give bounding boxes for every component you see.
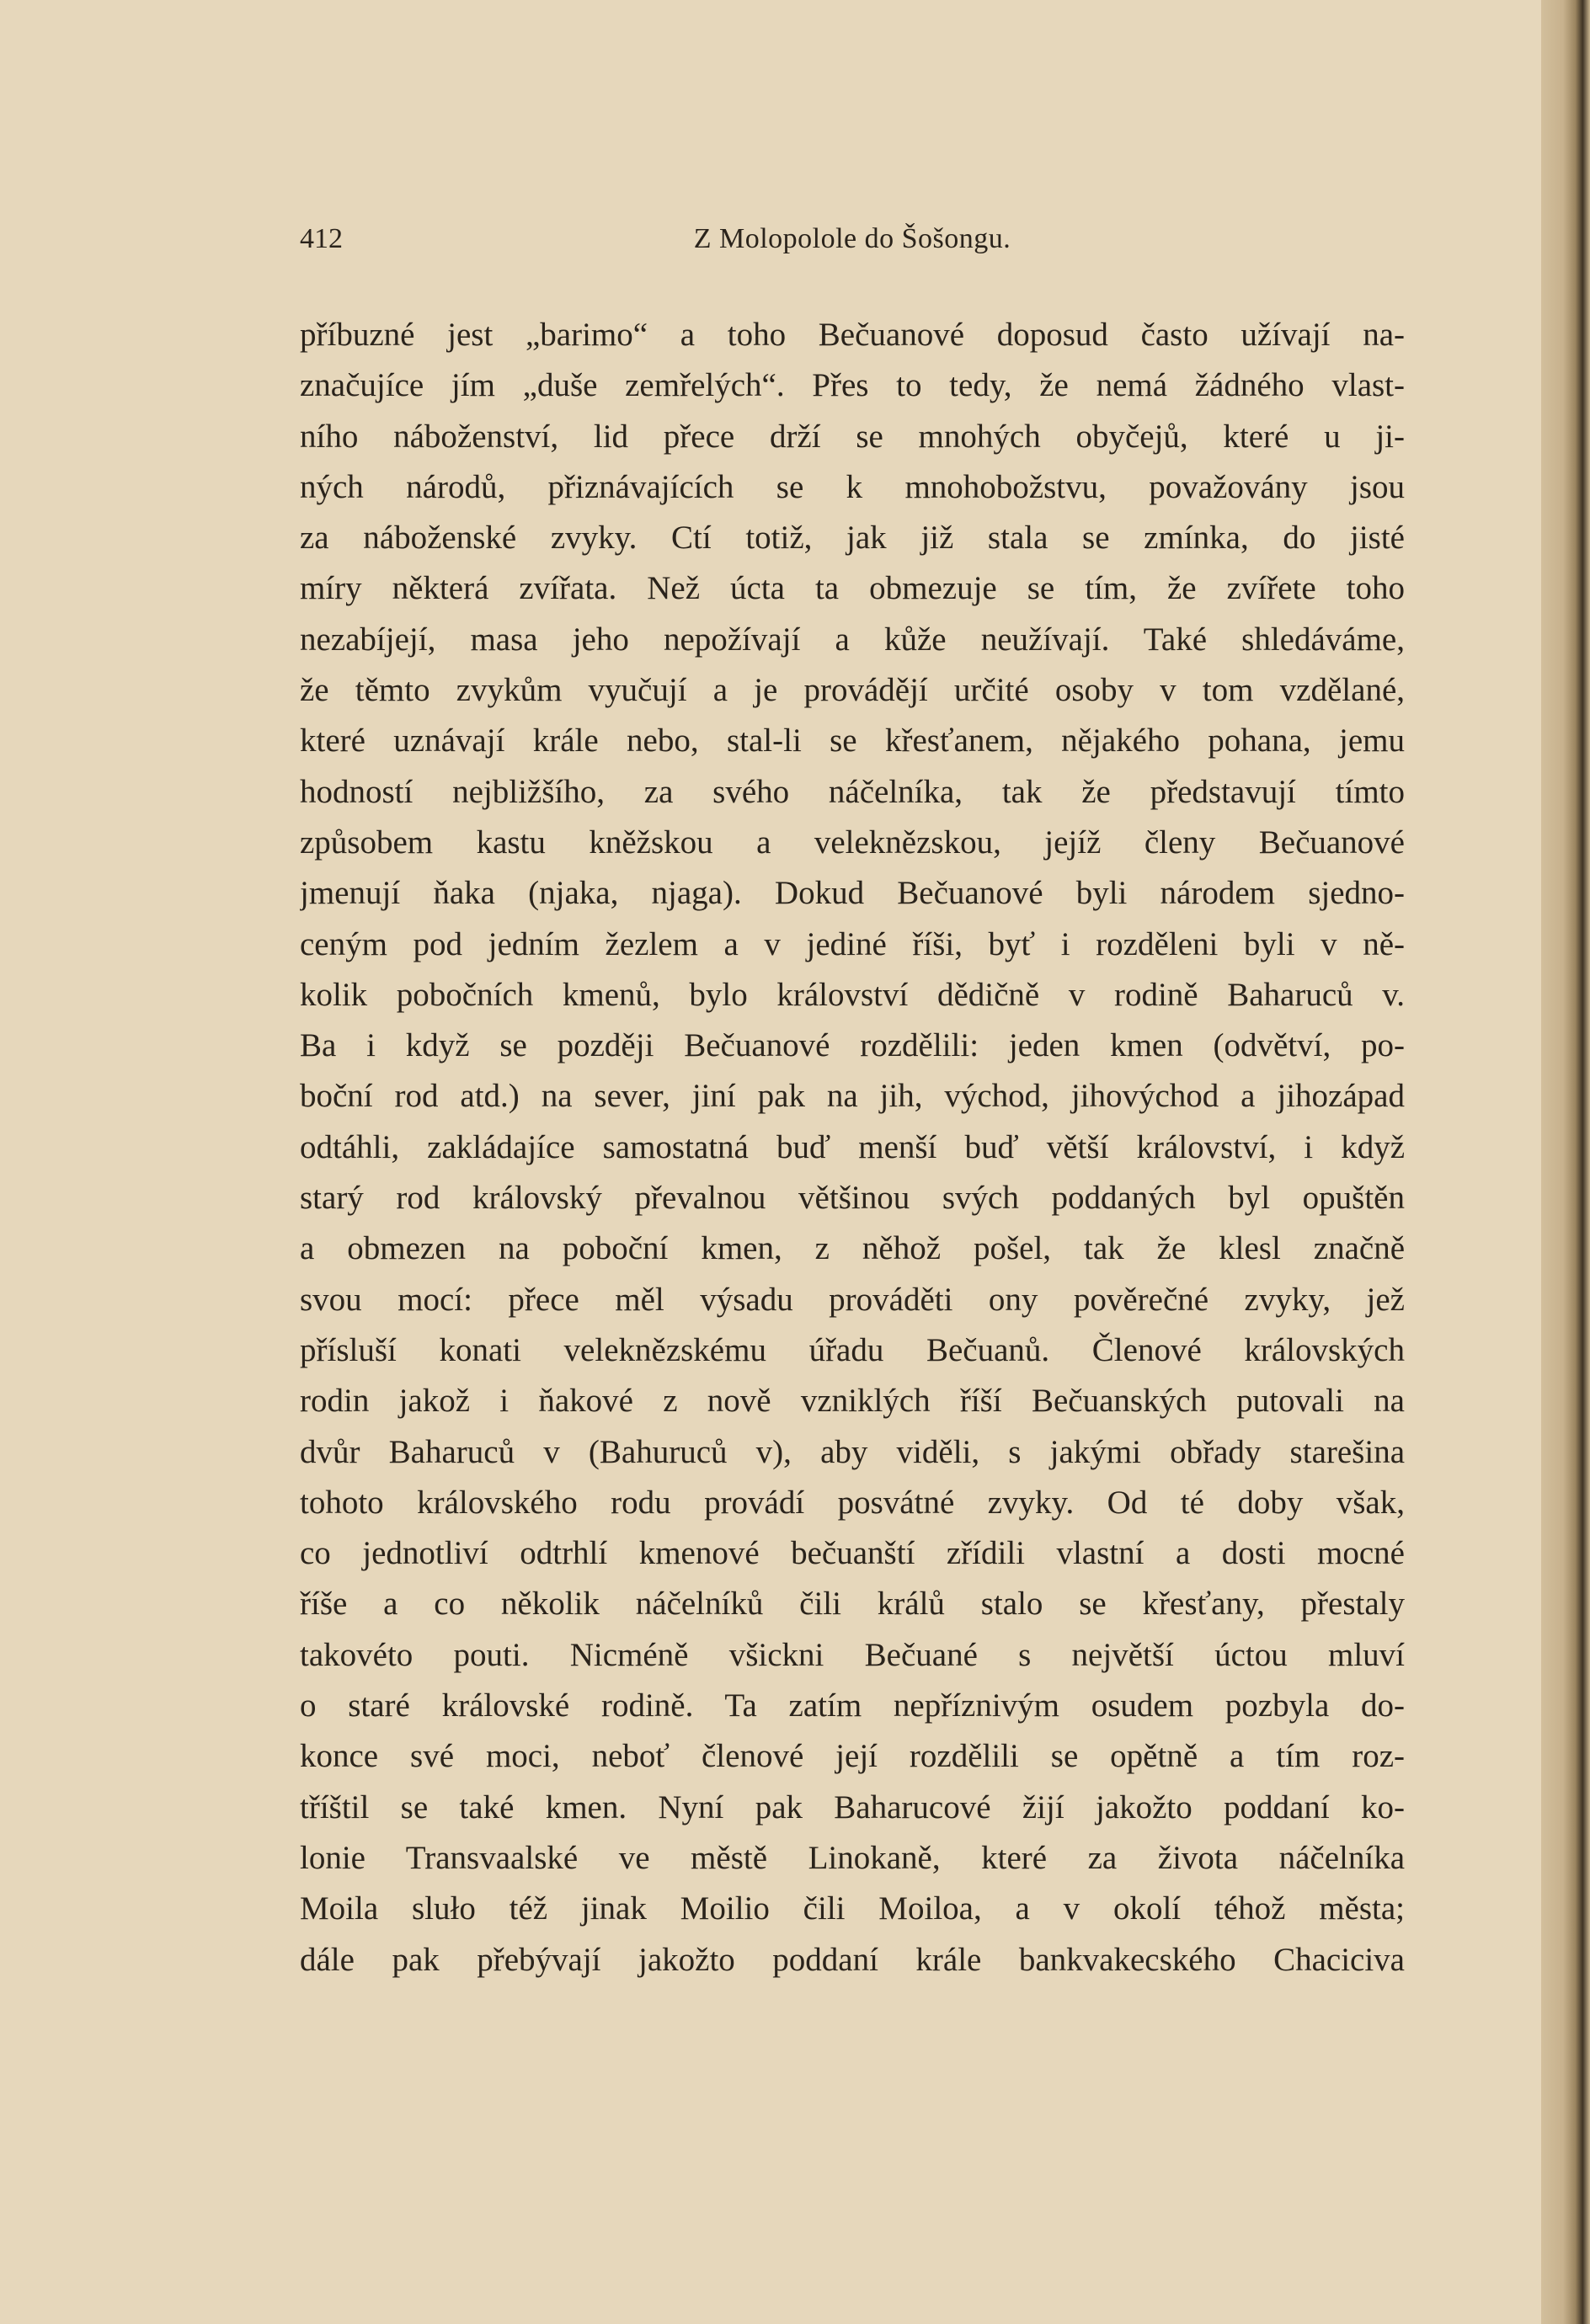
text-line: které uznávají krále nebo, stal-li se křesťanem, nějakého pohana, jemu	[300, 722, 1405, 760]
text-line: příbuzné jest „barimo“ a toho Bečuanové doposud často užívají na-	[300, 317, 1405, 353]
page-header	[300, 223, 1405, 274]
text-line: a obmezen na poboční kmen, z něhož pošel, tak že klesl značně	[300, 1230, 1405, 1267]
text-line: takovéto pouti. Nicméně všickni Bečuané s největší úctou mluví	[300, 1636, 1405, 1673]
text-line: ných národů, přiznávajících se k mnohobožstvu, považovány jsou	[300, 468, 1405, 505]
text-line: rodin jakož i ňakové z nově vzniklých říší Bečuanských putovali na	[300, 1383, 1405, 1420]
text-line: dvůr Baharuců v (Bahuruců v), aby viděli, s jakými obřady starešina	[300, 1433, 1405, 1470]
text-line: přísluší konati veleknězskému úřadu Bečuanů. Členové královských	[300, 1331, 1405, 1368]
text-line: Moila sluło též jinak Moilio čili Moiloa, a v okolí téhož města;	[300, 1890, 1405, 1927]
text-line: říše a co několik náčelníků čili králů stalo se křesťany, přestaly	[300, 1586, 1405, 1623]
text-line: konce své moci, neboť členové její rozdělili se opětně a tím roz-	[300, 1738, 1405, 1775]
running-title: Z Molopolole do Šošongu.	[693, 223, 1011, 254]
text-line: že těmto zvykům vyučují a je provádějí určité osoby v tom vzdělané,	[300, 672, 1405, 709]
text-line: značujíce jím „duše zemřelých“. Přes to tedy, že nemá žádného vlast-	[300, 367, 1405, 404]
text-line: svou mocí: přece měl výsadu prováděti ony pověrečné zvyky, jež	[300, 1281, 1405, 1318]
text-line: kolik pobočních kmenů, bylo království dědičně v rodině Baharuců v.	[300, 976, 1405, 1013]
text-line: lonie Transvaalské ve městě Linokaně, které za života náčelníka	[300, 1839, 1405, 1876]
text-line: míry některá zvířata. Než úcta ta obmezuje se tím, že zvířete toho	[300, 570, 1405, 607]
text-line: Ba i když se později Bečuanové rozdělili: jeden kmen (odvětví, po-	[300, 1027, 1405, 1064]
book-spine-edge	[1541, 0, 1590, 2324]
body-text	[300, 310, 1405, 1986]
text-line: jmenují ňaka (njaka, njaga). Dokud Bečuanové byli národem sjedno-	[300, 875, 1405, 912]
text-line: boční rod atd.) na sever, jiní pak na jih, východ, jihovýchod a jihozápad	[300, 1078, 1405, 1115]
text-line: způsobem kastu kněžskou a veleknězskou, jejíž členy Bečuanové	[300, 824, 1405, 861]
text-line: o staré královské rodině. Ta zatím nepříznivým osudem pozbyla do-	[300, 1687, 1405, 1724]
text-line: starý rod královský převalnou většinou svých poddaných byl opuštěn	[300, 1180, 1405, 1217]
text-line: tohoto královského rodu provádí posvátné zvyky. Od té doby však,	[300, 1484, 1405, 1521]
text-line: hodností nejbližšího, za svého náčelníka, tak že představují tímto	[300, 773, 1405, 810]
text-line: odtáhli, zakládajíce samostatná buď menší buď větší království, i když	[300, 1128, 1405, 1165]
text-line: za náboženské zvyky. Ctí totiž, jak již stala se zmínka, do jisté	[300, 520, 1405, 557]
text-line: dále pak přebývají jakožto poddaní krále bankvakecského Chaciciva	[300, 1941, 1405, 1978]
text-line: co jednotliví odtrhlí kmenové bečuanští zřídili vlastní a dosti mocné	[300, 1535, 1405, 1572]
text-line: nezabíjejí, masa jeho nepožívají a kůže neužívají. Také shledáváme,	[300, 621, 1405, 658]
page-number: 412	[300, 223, 343, 254]
text-line: tříštil se také kmen. Nyní pak Baharucové žijí jakožto poddaní ko-	[300, 1788, 1405, 1826]
text-line: ceným pod jedním žezlem a v jediné říši, byť i rozděleni byli v ně-	[300, 925, 1405, 962]
text-line: ního náboženství, lid přece drží se mnohých obyčejů, které u ji-	[300, 418, 1405, 455]
